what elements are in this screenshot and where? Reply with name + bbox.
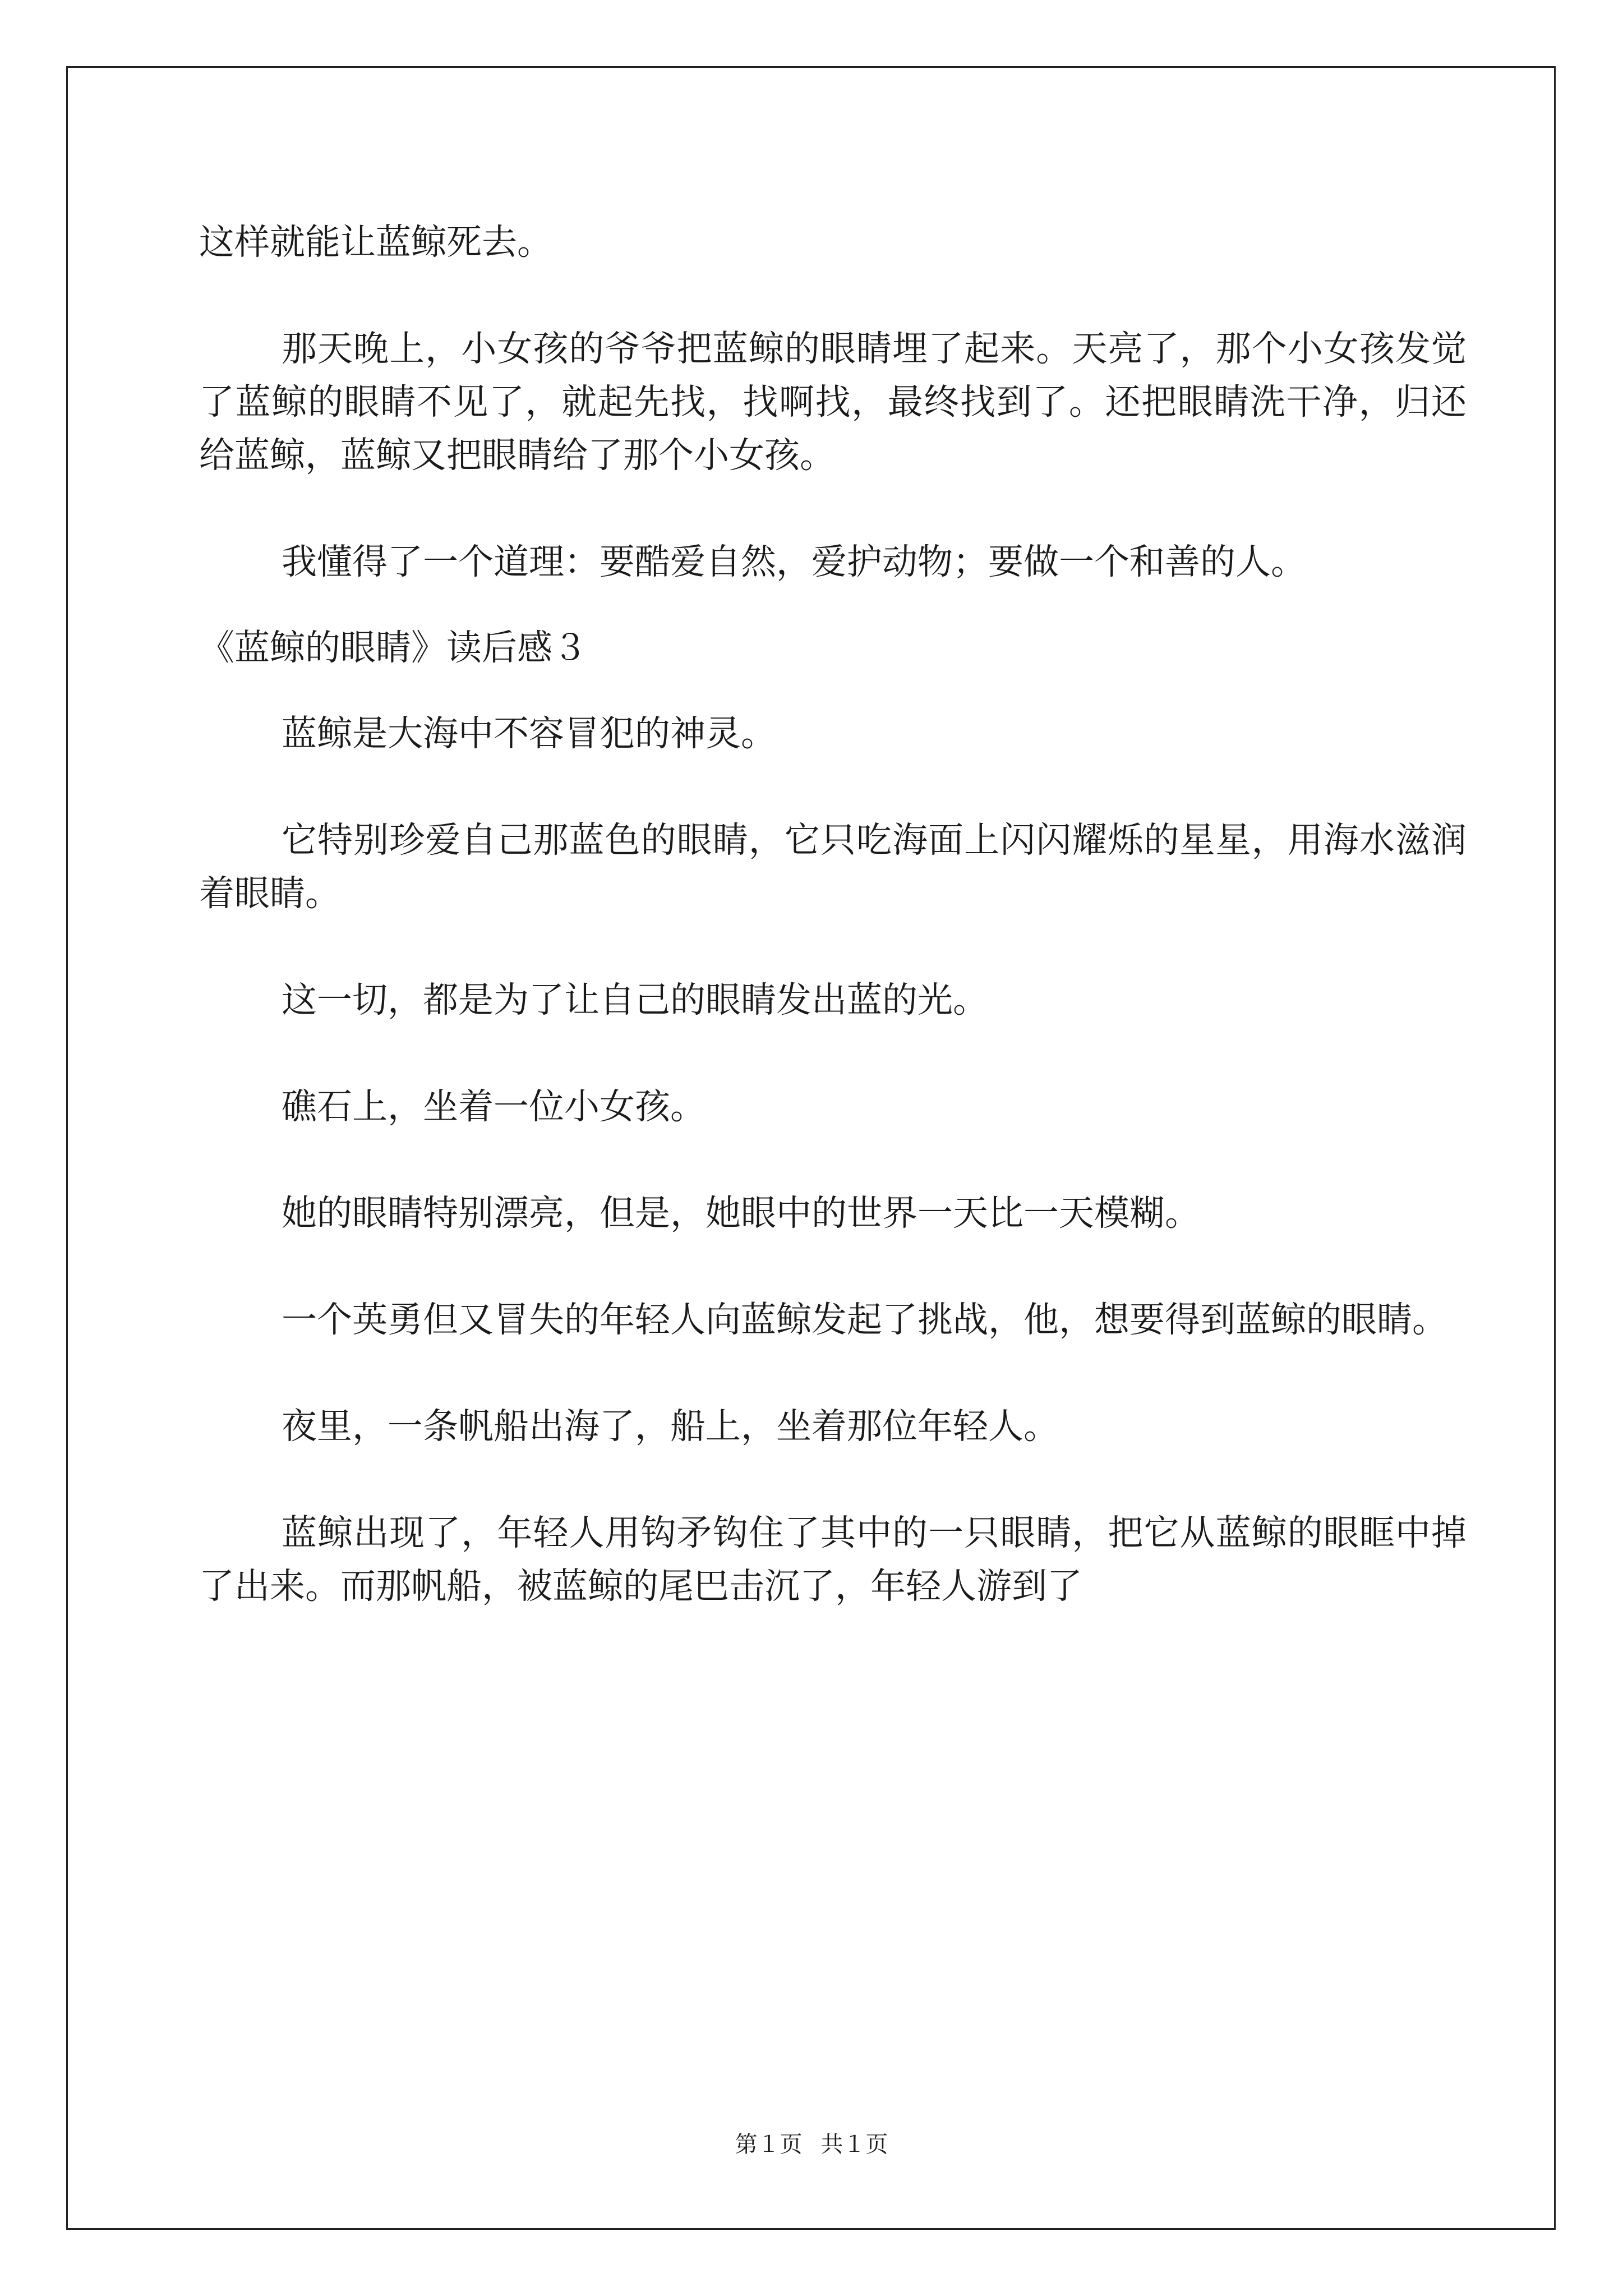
page-number-current: 第１页	[735, 2132, 803, 2157]
paragraph: 我懂得了一个道理：要酷爱自然，爱护动物；要做一个和善的人。	[282, 541, 1306, 582]
page-number-total: 共１页	[820, 2132, 888, 2157]
paragraph: 礁石上，坐着一位小女孩。	[282, 1086, 706, 1127]
paragraph: 它特别珍爱自己那蓝色的眼睛，它只吃海面上闪闪耀烁的星星，用海水滋润着眼睛。	[199, 820, 1467, 914]
document-body	[199, 215, 1467, 1613]
paragraph: 这样就能让蓝鲸死去。	[199, 222, 552, 263]
paragraph: 她的眼睛特别漂亮，但是，她眼中的世界一天比一天模糊。	[282, 1193, 1200, 1234]
paragraph: 蓝鲸是大海中不容冒犯的神灵。	[282, 713, 776, 754]
paragraph: 那天晚上，小女孩的爷爷把蓝鲸的眼睛埋了起来。天亮了，那个小女孩发觉了蓝鲸的眼睛不见了，就起先找，找啊找，最终找到了。还把眼睛洗干净，归还给蓝鲸，蓝鲸又把眼睛给了那个小女孩。	[199, 328, 1467, 476]
page-footer	[0, 2131, 1623, 2159]
section-heading: 《蓝鲸的眼睛》读后感３	[199, 627, 588, 668]
paragraph: 蓝鲸出现了，年轻人用钩矛钩住了其中的一只眼睛，把它从蓝鲸的眼眶中掉了出来。而那帆船，被蓝鲸的尾巴击沉了，年轻人游到了	[199, 1512, 1467, 1607]
paragraph: 夜里，一条帆船出海了，船上，坐着那位年轻人。	[282, 1406, 1059, 1447]
paragraph: 这一切，都是为了让自己的眼睛发出蓝的光。	[282, 979, 988, 1020]
paragraph: 一个英勇但又冒失的年轻人向蓝鲸发起了挑战，他，想要得到蓝鲸的眼睛。	[282, 1299, 1447, 1340]
